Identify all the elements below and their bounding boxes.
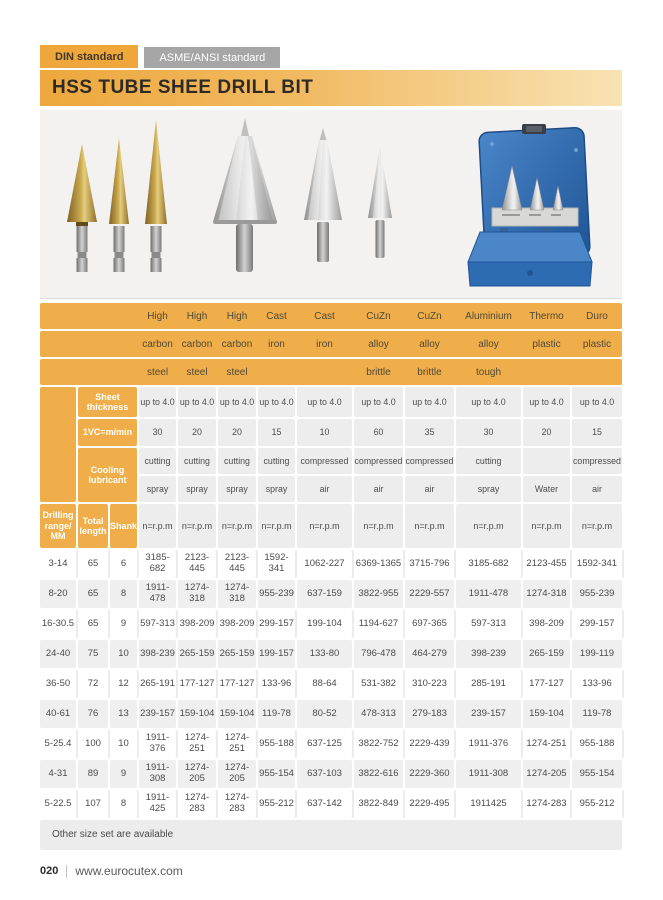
material-name: Cast bbox=[266, 310, 287, 322]
sheet-thickness-value: up to 4.0 bbox=[258, 387, 295, 417]
coolant-value: cutting bbox=[139, 448, 176, 474]
coolant-value: spray bbox=[178, 476, 216, 502]
sheet-thickness-value: up to 4.0 bbox=[405, 387, 454, 417]
rpm-cell: 199-119 bbox=[572, 640, 622, 668]
rpm-cell: 2229-360 bbox=[405, 760, 454, 788]
shank-cell: 8 bbox=[110, 580, 137, 608]
rpm-cell: 80-52 bbox=[297, 700, 352, 728]
rpm-header: n=r.p.m bbox=[258, 504, 295, 548]
rpm-cell: 1274-251 bbox=[218, 730, 256, 758]
product-photos bbox=[40, 110, 622, 298]
drilling-range-cell: 40-61 bbox=[40, 700, 76, 728]
material-name: CuZn bbox=[417, 310, 442, 322]
rpm-cell: 199-157 bbox=[258, 640, 295, 668]
rpm-cell: 1911-376 bbox=[456, 730, 521, 758]
rpm-cell: 159-104 bbox=[218, 700, 256, 728]
rpm-header: n=r.p.m bbox=[297, 504, 352, 548]
rpm-cell: 2229-557 bbox=[405, 580, 454, 608]
material-name: iron bbox=[316, 338, 333, 350]
rpm-cell: 1911-478 bbox=[139, 580, 176, 608]
material-name: steel bbox=[146, 366, 169, 378]
rpm-header: n=r.p.m bbox=[456, 504, 521, 548]
total-length-cell: 65 bbox=[78, 610, 108, 638]
coolant-value: Water bbox=[523, 476, 570, 502]
coolant-value: air bbox=[405, 476, 454, 502]
drilling-range-cell: 36-50 bbox=[40, 670, 76, 698]
tab-din-standard[interactable]: DIN standard bbox=[40, 45, 138, 68]
total-length-cell: 75 bbox=[78, 640, 108, 668]
rpm-cell: 1274-318 bbox=[178, 580, 216, 608]
drilling-range-cell: 5-22.5 bbox=[40, 790, 76, 818]
rpm-header: n=r.p.m bbox=[218, 504, 256, 548]
rpm-cell: 1062-227 bbox=[297, 550, 352, 578]
rpm-cell: 177-127 bbox=[218, 670, 256, 698]
material-name: Aluminium bbox=[465, 310, 512, 322]
rpm-cell: 398-209 bbox=[523, 610, 570, 638]
rpm-cell: 955-239 bbox=[572, 580, 622, 608]
rpm-cell: 1274-251 bbox=[178, 730, 216, 758]
coolant-value: spray bbox=[139, 476, 176, 502]
rpm-cell: 159-104 bbox=[523, 700, 570, 728]
coolant-value: compressed bbox=[297, 448, 352, 474]
gold-cone-drill-bit-1 bbox=[67, 144, 97, 272]
shank-cell: 13 bbox=[110, 700, 137, 728]
cutting-speed-value: 30 bbox=[139, 419, 176, 446]
material-name: alloy bbox=[368, 338, 389, 350]
rpm-cell: 2229-495 bbox=[405, 790, 454, 818]
cutting-speed-value: 15 bbox=[258, 419, 295, 446]
page-footer bbox=[40, 864, 622, 878]
material-name: Cast bbox=[314, 310, 335, 322]
rpm-cell: 1274-205 bbox=[178, 760, 216, 788]
rpm-cell: 279-183 bbox=[405, 700, 454, 728]
silver-cone-drill-bit-small bbox=[368, 146, 392, 258]
rpm-cell: 398-239 bbox=[139, 640, 176, 668]
rpm-cell: 285-191 bbox=[456, 670, 521, 698]
left-header-spacer bbox=[40, 387, 76, 502]
rpm-cell: 239-157 bbox=[456, 700, 521, 728]
other-sizes-note: Other size set are available bbox=[40, 820, 622, 850]
total-length-header: Total length bbox=[78, 504, 108, 548]
rpm-cell: 299-157 bbox=[572, 610, 622, 638]
drilling-range-cell: 3-14 bbox=[40, 550, 76, 578]
rpm-cell: 597-313 bbox=[139, 610, 176, 638]
sheet-thickness-value: up to 4.0 bbox=[354, 387, 403, 417]
total-length-cell: 65 bbox=[78, 550, 108, 578]
rpm-cell: 310-223 bbox=[405, 670, 454, 698]
sheet-thickness-value: up to 4.0 bbox=[523, 387, 570, 417]
spec-table bbox=[40, 303, 622, 850]
rpm-cell: 955-212 bbox=[572, 790, 622, 818]
rpm-cell: 464-279 bbox=[405, 640, 454, 668]
rpm-cell: 637-125 bbox=[297, 730, 352, 758]
material-name: plastic bbox=[582, 338, 612, 350]
coolant-value: spray bbox=[218, 476, 256, 502]
rpm-cell: 398-239 bbox=[456, 640, 521, 668]
rpm-cell: 3715-796 bbox=[405, 550, 454, 578]
rpm-cell: 1274-283 bbox=[178, 790, 216, 818]
rpm-cell: 1592-341 bbox=[572, 550, 622, 578]
rpm-cell: 119-78 bbox=[572, 700, 622, 728]
rpm-cell: 1194-627 bbox=[354, 610, 403, 638]
drilling-range-cell: 8-20 bbox=[40, 580, 76, 608]
sheet-thickness-value: up to 4.0 bbox=[297, 387, 352, 417]
coolant-value: cutting bbox=[258, 448, 295, 474]
shank-cell: 10 bbox=[110, 640, 137, 668]
rpm-cell: 1274-283 bbox=[523, 790, 570, 818]
footer-divider bbox=[66, 865, 67, 878]
coolant-label: Cooling lubricant bbox=[78, 448, 137, 502]
shank-cell: 9 bbox=[110, 610, 137, 638]
silver-cone-drill-bit-medium bbox=[304, 128, 342, 262]
gold-cone-drill-bit-3 bbox=[145, 120, 167, 272]
rpm-cell: 955-188 bbox=[572, 730, 622, 758]
rpm-cell: 2123-445 bbox=[218, 550, 256, 578]
material-name: High bbox=[186, 310, 208, 322]
shank-cell: 8 bbox=[110, 790, 137, 818]
rpm-cell: 531-382 bbox=[354, 670, 403, 698]
material-name: High bbox=[147, 310, 168, 322]
rpm-cell: 265-191 bbox=[139, 670, 176, 698]
rpm-header: n=r.p.m bbox=[523, 504, 570, 548]
standard-tabs bbox=[40, 45, 622, 68]
material-name: Thermo bbox=[529, 310, 564, 322]
rpm-cell: 955-154 bbox=[258, 760, 295, 788]
coolant-value: compressed bbox=[354, 448, 403, 474]
coolant-value: cutting bbox=[218, 448, 256, 474]
coolant-value: air bbox=[572, 476, 622, 502]
rpm-cell: 119-78 bbox=[258, 700, 295, 728]
rpm-cell: 1911425 bbox=[456, 790, 521, 818]
coolant-value: spray bbox=[456, 476, 521, 502]
cutting-speed-label: 1VC=m/min bbox=[78, 419, 137, 446]
material-name: steel bbox=[186, 366, 208, 378]
rpm-cell: 398-209 bbox=[218, 610, 256, 638]
material-header-row-3 bbox=[40, 359, 622, 385]
rpm-cell: 265-159 bbox=[218, 640, 256, 668]
sheet-thickness-value: up to 4.0 bbox=[218, 387, 256, 417]
rpm-cell: 3822-955 bbox=[354, 580, 403, 608]
material-name: CuZn bbox=[366, 310, 391, 322]
rpm-cell: 133-96 bbox=[572, 670, 622, 698]
cutting-speed-value: 10 bbox=[297, 419, 352, 446]
total-length-cell: 89 bbox=[78, 760, 108, 788]
material-header-row-2 bbox=[40, 331, 622, 357]
drilling-range-header: Drilling range/ MM bbox=[40, 504, 76, 548]
shank-cell: 6 bbox=[110, 550, 137, 578]
coolant-value: air bbox=[354, 476, 403, 502]
rpm-cell: 637-103 bbox=[297, 760, 352, 788]
rpm-cell: 955-188 bbox=[258, 730, 295, 758]
rpm-cell: 1274-251 bbox=[523, 730, 570, 758]
material-header-row-1 bbox=[40, 303, 622, 329]
rpm-cell: 1274-318 bbox=[218, 580, 256, 608]
sheet-thickness-value: up to 4.0 bbox=[178, 387, 216, 417]
tab-asme-ansi-standard[interactable]: ASME/ANSI standard bbox=[144, 47, 280, 68]
cutting-speed-value: 20 bbox=[218, 419, 256, 446]
cutting-speed-value: 20 bbox=[523, 419, 570, 446]
material-name: alloy bbox=[478, 338, 499, 350]
cutting-speed-value: 30 bbox=[456, 419, 521, 446]
rpm-cell: 637-142 bbox=[297, 790, 352, 818]
rpm-cell: 239-157 bbox=[139, 700, 176, 728]
shank-cell: 10 bbox=[110, 730, 137, 758]
rpm-header: n=r.p.m bbox=[354, 504, 403, 548]
total-length-cell: 76 bbox=[78, 700, 108, 728]
rpm-cell: 88-64 bbox=[297, 670, 352, 698]
cutting-speed-value: 60 bbox=[354, 419, 403, 446]
material-name: High bbox=[226, 310, 248, 322]
product-image-panel bbox=[40, 110, 622, 299]
shank-cell: 12 bbox=[110, 670, 137, 698]
rpm-cell: 2123-455 bbox=[523, 550, 570, 578]
rpm-header: n=r.p.m bbox=[405, 504, 454, 548]
sheet-thickness-value: up to 4.0 bbox=[572, 387, 622, 417]
rpm-cell: 955-154 bbox=[572, 760, 622, 788]
rpm-header: n=r.p.m bbox=[178, 504, 216, 548]
total-length-cell: 65 bbox=[78, 580, 108, 608]
material-name: tough bbox=[475, 366, 502, 378]
rpm-cell: 6369-1365 bbox=[354, 550, 403, 578]
rpm-cell: 697-365 bbox=[405, 610, 454, 638]
rpm-header: n=r.p.m bbox=[139, 504, 176, 548]
page-title: HSS TUBE SHEE DRILL BIT bbox=[40, 70, 622, 106]
rpm-cell: 299-157 bbox=[258, 610, 295, 638]
rpm-cell: 133-80 bbox=[297, 640, 352, 668]
rpm-cell: 3185-682 bbox=[139, 550, 176, 578]
total-length-cell: 72 bbox=[78, 670, 108, 698]
rpm-cell: 265-159 bbox=[523, 640, 570, 668]
rpm-cell: 1274-283 bbox=[218, 790, 256, 818]
material-name: carbon bbox=[221, 338, 253, 350]
shank-header: Shank bbox=[110, 504, 137, 548]
rpm-cell: 133-96 bbox=[258, 670, 295, 698]
material-name: brittle bbox=[417, 366, 442, 378]
rpm-cell: 159-104 bbox=[178, 700, 216, 728]
sheet-thickness-label: Sheet thickness bbox=[78, 387, 137, 417]
cutting-speed-value: 15 bbox=[572, 419, 622, 446]
website-link[interactable]: www.eurocutex.com bbox=[75, 864, 183, 878]
rpm-cell: 1911-308 bbox=[456, 760, 521, 788]
rpm-cell: 398-209 bbox=[178, 610, 216, 638]
total-length-cell: 100 bbox=[78, 730, 108, 758]
rpm-cell: 1274-205 bbox=[523, 760, 570, 788]
material-name: iron bbox=[268, 338, 285, 350]
rpm-cell: 637-159 bbox=[297, 580, 352, 608]
material-name: Duro bbox=[586, 310, 608, 322]
material-name: carbon bbox=[142, 338, 173, 350]
cutting-speed-value: 35 bbox=[405, 419, 454, 446]
rpm-cell: 3822-616 bbox=[354, 760, 403, 788]
coolant-value: compressed bbox=[405, 448, 454, 474]
material-name: steel bbox=[226, 366, 248, 378]
rpm-cell: 1274-205 bbox=[218, 760, 256, 788]
rpm-cell: 177-127 bbox=[178, 670, 216, 698]
coolant-value bbox=[523, 448, 570, 474]
shank-cell: 9 bbox=[110, 760, 137, 788]
drilling-range-cell: 24-40 bbox=[40, 640, 76, 668]
cutting-speed-value: 20 bbox=[178, 419, 216, 446]
drilling-range-cell: 4-31 bbox=[40, 760, 76, 788]
drilling-range-cell: 5-25.4 bbox=[40, 730, 76, 758]
rpm-cell: 3822-849 bbox=[354, 790, 403, 818]
material-name: plastic bbox=[532, 338, 561, 350]
sheet-thickness-value: up to 4.0 bbox=[139, 387, 176, 417]
blue-metal-case-drill-set bbox=[468, 124, 592, 286]
rpm-header: n=r.p.m bbox=[572, 504, 622, 548]
rpm-cell: 597-313 bbox=[456, 610, 521, 638]
rpm-cell: 2229-439 bbox=[405, 730, 454, 758]
rpm-cell: 177-127 bbox=[523, 670, 570, 698]
drilling-range-cell: 16-30.5 bbox=[40, 610, 76, 638]
rpm-cell: 1911-425 bbox=[139, 790, 176, 818]
rpm-cell: 955-212 bbox=[258, 790, 295, 818]
material-name: brittle bbox=[366, 366, 391, 378]
rpm-cell: 1274-318 bbox=[523, 580, 570, 608]
total-length-cell: 107 bbox=[78, 790, 108, 818]
sheet-thickness-value: up to 4.0 bbox=[456, 387, 521, 417]
rpm-cell: 1911-376 bbox=[139, 730, 176, 758]
rpm-cell: 3185-682 bbox=[456, 550, 521, 578]
rpm-cell: 1911-308 bbox=[139, 760, 176, 788]
page-number: 020 bbox=[40, 865, 59, 877]
rpm-cell: 265-159 bbox=[178, 640, 216, 668]
material-name: carbon bbox=[181, 338, 213, 350]
coolant-value: cutting bbox=[456, 448, 521, 474]
coolant-value: compressed bbox=[572, 448, 622, 474]
rpm-cell: 199-104 bbox=[297, 610, 352, 638]
rpm-cell: 1592-341 bbox=[258, 550, 295, 578]
material-name: alloy bbox=[419, 338, 440, 350]
rpm-cell: 955-239 bbox=[258, 580, 295, 608]
rpm-cell: 2123-445 bbox=[178, 550, 216, 578]
rpm-cell: 478-313 bbox=[354, 700, 403, 728]
coolant-value: air bbox=[297, 476, 352, 502]
rpm-cell: 1911-478 bbox=[456, 580, 521, 608]
rpm-cell: 796-478 bbox=[354, 640, 403, 668]
silver-cone-drill-bit-large bbox=[213, 118, 277, 272]
rpm-cell: 3822-752 bbox=[354, 730, 403, 758]
coolant-value: cutting bbox=[178, 448, 216, 474]
coolant-value: spray bbox=[258, 476, 295, 502]
gold-cone-drill-bit-2 bbox=[109, 138, 129, 272]
